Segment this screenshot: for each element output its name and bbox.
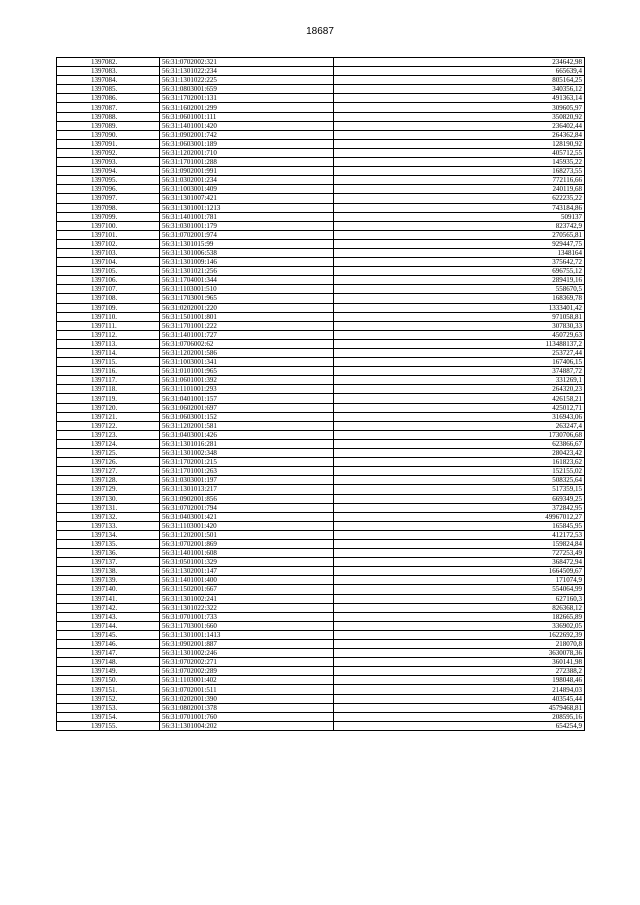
cadastral-value: 289419,16 [334,276,585,285]
table-row [57,358,585,367]
cadastral-value: 234642,98 [334,58,585,67]
table-row [57,221,585,230]
cadastral-value: 152155,02 [334,467,585,476]
row-number: 1397095. [57,176,160,185]
cadastral-number: 56:31:1401001:400 [160,576,334,585]
table-row [57,439,585,448]
cadastral-value: 309605,97 [334,103,585,112]
table-row [57,567,585,576]
row-number: 1397130. [57,494,160,503]
table-row [57,248,585,257]
row-number: 1397111. [57,321,160,330]
cadastral-value: 168273,55 [334,167,585,176]
table-row [57,167,585,176]
table-row [57,312,585,321]
row-number: 1397106. [57,276,160,285]
cadastral-number: 56:31:1101001:293 [160,385,334,394]
row-number: 1397126. [57,458,160,467]
table-row [57,385,585,394]
cadastral-value: 4579468,81 [334,703,585,712]
page-number: 18687 [306,26,334,37]
row-number: 1397154. [57,712,160,721]
cadastral-value: 270565,81 [334,230,585,239]
cadastral-value: 823742,9 [334,221,585,230]
cadastral-number: 56:31:0802001:378 [160,703,334,712]
row-number: 1397096. [57,185,160,194]
cadastral-number: 56:31:1301002:241 [160,594,334,603]
cadastral-value: 198048,46 [334,676,585,685]
row-number: 1397100. [57,221,160,230]
row-number: 1397085. [57,85,160,94]
cadastral-value: 218070,8 [334,640,585,649]
row-number: 1397139. [57,576,160,585]
cadastral-value: 253727,44 [334,349,585,358]
cadastral-number: 56:31:0701001:733 [160,612,334,621]
cadastral-number: 56:31:1301022:234 [160,67,334,76]
row-number: 1397147. [57,649,160,658]
table-body [57,58,585,731]
row-number: 1397118. [57,385,160,394]
cadastral-number: 56:31:1502001:667 [160,585,334,594]
table-row [57,603,585,612]
cadastral-value: 375642,72 [334,258,585,267]
cadastral-number: 56:31:0101001:965 [160,367,334,376]
table-row [57,230,585,239]
table-row [57,430,585,439]
table-row [57,649,585,658]
table-row [57,458,585,467]
cadastral-value: 368472,94 [334,558,585,567]
cadastral-value: 1348164 [334,248,585,257]
row-number: 1397119. [57,394,160,403]
row-number: 1397114. [57,349,160,358]
row-number: 1397087. [57,103,160,112]
row-number: 1397122. [57,421,160,430]
cadastral-number: 56:31:0202001:220 [160,303,334,312]
cadastral-number: 56:31:1301022:322 [160,603,334,612]
row-number: 1397115. [57,358,160,367]
row-number: 1397102. [57,239,160,248]
cadastral-number: 56:31:1702001:131 [160,94,334,103]
cadastral-value: 405712,55 [334,148,585,157]
row-number: 1397117. [57,376,160,385]
cadastral-value: 665639,4 [334,67,585,76]
row-number: 1397084. [57,76,160,85]
cadastral-value: 426158,21 [334,394,585,403]
row-number: 1397097. [57,194,160,203]
cadastral-value: 272388,2 [334,667,585,676]
cadastral-number: 56:31:1301007:421 [160,194,334,203]
cadastral-number: 56:31:0603001:189 [160,139,334,148]
cadastral-value: 214894,03 [334,685,585,694]
cadastral-number: 56:31:0902001:856 [160,494,334,503]
row-number: 1397104. [57,258,160,267]
cadastral-value: 307830,33 [334,321,585,330]
cadastral-value: 264320,23 [334,385,585,394]
cadastral-value: 167406,15 [334,358,585,367]
table-row [57,667,585,676]
table-row [57,703,585,712]
row-number: 1397149. [57,667,160,676]
row-number: 1397086. [57,94,160,103]
table-row [57,476,585,485]
cadastral-number: 56:31:1301002:246 [160,649,334,658]
row-number: 1397134. [57,530,160,539]
table-row [57,158,585,167]
cadastral-value: 280423,42 [334,449,585,458]
row-number: 1397088. [57,112,160,121]
table-row [57,285,585,294]
cadastral-number: 56:31:0401001:157 [160,394,334,403]
cadastral-value: 1622692,39 [334,630,585,639]
cadastral-value: 1664509,67 [334,567,585,576]
row-number: 1397105. [57,267,160,276]
table-row [57,530,585,539]
table-row [57,521,585,530]
cadastral-value: 1730706,68 [334,430,585,439]
cadastral-value: 49967012,27 [334,512,585,521]
cadastral-number: 56:31:1704001:344 [160,276,334,285]
cadastral-value: 165845,95 [334,521,585,530]
cadastral-value: 554064,99 [334,585,585,594]
cadastral-number: 56:31:1301013:217 [160,485,334,494]
cadastral-number: 56:31:1701001:288 [160,158,334,167]
cadastral-number: 56:31:0902001:742 [160,130,334,139]
row-number: 1397135. [57,539,160,548]
cadastral-number: 56:31:0602001:697 [160,403,334,412]
cadastral-value: 727253,49 [334,549,585,558]
table-row [57,185,585,194]
cadastral-value: 425012,71 [334,403,585,412]
cadastral-number: 56:31:1301002:348 [160,449,334,458]
row-number: 1397140. [57,585,160,594]
row-number: 1397144. [57,621,160,630]
cadastral-value: 403545,44 [334,694,585,703]
table-row [57,67,585,76]
table-row [57,76,585,85]
table-row [57,321,585,330]
cadastral-value: 236402,44 [334,121,585,130]
cadastral-value: 412172,53 [334,530,585,539]
cadastral-number: 56:31:1202001:710 [160,148,334,157]
cadastral-value: 622235,22 [334,194,585,203]
row-number: 1397089. [57,121,160,130]
cadastral-number: 56:31:0403001:426 [160,430,334,439]
cadastral-number: 56:31:1301006:538 [160,248,334,257]
cadastral-value: 336902,05 [334,621,585,630]
table-row [57,176,585,185]
cadastral-number: 56:31:1301022:225 [160,76,334,85]
cadastral-number: 56:31:0702001:511 [160,685,334,694]
cadastral-value: 240119,68 [334,185,585,194]
table-row [57,549,585,558]
cadastral-number: 56:31:1202001:501 [160,530,334,539]
cadastral-number: 56:31:1301016:281 [160,439,334,448]
row-number: 1397121. [57,412,160,421]
cadastral-number: 56:31:0702002:271 [160,658,334,667]
row-number: 1397153. [57,703,160,712]
row-number: 1397142. [57,603,160,612]
cadastral-number: 56:31:0706002:62 [160,339,334,348]
table-row [57,503,585,512]
row-number: 1397141. [57,594,160,603]
row-number: 1397116. [57,367,160,376]
cadastral-value: 350820,92 [334,112,585,121]
table-row [57,303,585,312]
table-row [57,239,585,248]
table-row [57,349,585,358]
table-row [57,339,585,348]
row-number: 1397136. [57,549,160,558]
table-row [57,194,585,203]
cadastral-value: 161823,62 [334,458,585,467]
cadastral-number: 56:31:1401001:608 [160,549,334,558]
cadastral-value: 331269,1 [334,376,585,385]
table-row [57,94,585,103]
table-row [57,376,585,385]
cadastral-value: 372842,95 [334,503,585,512]
row-number: 1397098. [57,203,160,212]
table-row [57,621,585,630]
row-number: 1397131. [57,503,160,512]
cadastral-number: 56:31:0302001:234 [160,176,334,185]
table-row [57,630,585,639]
table-row [57,121,585,130]
table-row [57,576,585,585]
cadastral-value: 374887,72 [334,367,585,376]
cadastral-value: 1333401,42 [334,303,585,312]
cadastral-number: 56:31:1202001:581 [160,421,334,430]
row-number: 1397103. [57,248,160,257]
cadastral-number: 56:31:0303001:197 [160,476,334,485]
cadastral-number: 56:31:1301001:1413 [160,630,334,639]
table-row [57,585,585,594]
cadastral-number: 56:31:0702001:794 [160,503,334,512]
table-row [57,558,585,567]
cadastral-value: 491363,14 [334,94,585,103]
table-row [57,594,585,603]
table-row [57,676,585,685]
cadastral-number: 56:31:0701001:760 [160,712,334,721]
cadastral-number: 56:31:1703001:965 [160,294,334,303]
cadastral-value: 826368,12 [334,603,585,612]
cadastral-number: 56:31:0702002:289 [160,667,334,676]
cadastral-value: 182665,89 [334,612,585,621]
cadastral-number: 56:31:0702002:321 [160,58,334,67]
cadastral-number: 56:31:0301001:179 [160,221,334,230]
table-row [57,403,585,412]
cadastral-value: 316943,06 [334,412,585,421]
cadastral-value: 171074,9 [334,576,585,585]
row-number: 1397127. [57,467,160,476]
cadastral-number: 56:31:0702001:974 [160,230,334,239]
table-row [57,421,585,430]
row-number: 1397146. [57,640,160,649]
table-row [57,112,585,121]
row-number: 1397101. [57,230,160,239]
table-row [57,640,585,649]
cadastral-value: 517359,15 [334,485,585,494]
table-row [57,130,585,139]
cadastral-number: 56:31:0601001:111 [160,112,334,121]
row-number: 1397120. [57,403,160,412]
row-number: 1397091. [57,139,160,148]
cadastral-number: 56:31:0902001:991 [160,167,334,176]
cadastral-value-table [56,57,585,731]
cadastral-value: 340356,12 [334,85,585,94]
table-row [57,367,585,376]
cadastral-number: 56:31:1401001:781 [160,212,334,221]
cadastral-number: 56:31:0803001:659 [160,85,334,94]
cadastral-value: 113488137,2 [334,339,585,348]
row-number: 1397152. [57,694,160,703]
table-row [57,276,585,285]
cadastral-value: 623866,67 [334,439,585,448]
cadastral-value: 971058,81 [334,312,585,321]
cadastral-number: 56:31:1301004:202 [160,721,334,730]
row-number: 1397151. [57,685,160,694]
cadastral-value: 168369,78 [334,294,585,303]
row-number: 1397092. [57,148,160,157]
table-row [57,412,585,421]
table-row [57,467,585,476]
row-number: 1397138. [57,567,160,576]
row-number: 1397143. [57,612,160,621]
cadastral-value: 509137 [334,212,585,221]
cadastral-number: 56:31:1003001:341 [160,358,334,367]
table-row [57,539,585,548]
table-row [57,330,585,339]
table-row [57,148,585,157]
cadastral-number: 56:31:0702001:869 [160,539,334,548]
cadastral-value: 772116,66 [334,176,585,185]
table-row [57,212,585,221]
row-number: 1397109. [57,303,160,312]
cadastral-number: 56:31:1602001:299 [160,103,334,112]
cadastral-value: 669349,25 [334,494,585,503]
cadastral-number: 56:31:1301009:146 [160,258,334,267]
table-row [57,512,585,521]
table-row [57,685,585,694]
cadastral-value: 558670,5 [334,285,585,294]
cadastral-value: 450729,63 [334,330,585,339]
cadastral-value: 508325,64 [334,476,585,485]
table-row [57,449,585,458]
cadastral-number: 56:31:0603001:152 [160,412,334,421]
table-row [57,694,585,703]
cadastral-value: 654254,9 [334,721,585,730]
cadastral-value: 264362,84 [334,130,585,139]
cadastral-number: 56:31:1003001:409 [160,185,334,194]
table-row [57,712,585,721]
cadastral-number: 56:31:0902001:887 [160,640,334,649]
row-number: 1397132. [57,512,160,521]
row-number: 1397148. [57,658,160,667]
cadastral-number: 56:31:0501001:329 [160,558,334,567]
cadastral-number: 56:31:1301001:1213 [160,203,334,212]
cadastral-number: 56:31:1702001:215 [160,458,334,467]
cadastral-number: 56:31:1701001:222 [160,321,334,330]
cadastral-number: 56:31:1401001:420 [160,121,334,130]
table-row [57,485,585,494]
row-number: 1397099. [57,212,160,221]
cadastral-value: 159824,84 [334,539,585,548]
table-row [57,494,585,503]
row-number: 1397129. [57,485,160,494]
cadastral-value: 696755,12 [334,267,585,276]
cadastral-value: 627160,3 [334,594,585,603]
table-row [57,658,585,667]
cadastral-value: 263247,4 [334,421,585,430]
row-number: 1397107. [57,285,160,294]
row-number: 1397090. [57,130,160,139]
row-number: 1397155. [57,721,160,730]
row-number: 1397110. [57,312,160,321]
cadastral-number: 56:31:0403001:421 [160,512,334,521]
cadastral-number: 56:31:1701001:263 [160,467,334,476]
table-row [57,85,585,94]
table-row [57,103,585,112]
row-number: 1397150. [57,676,160,685]
row-number: 1397094. [57,167,160,176]
table-row [57,258,585,267]
table-row [57,267,585,276]
row-number: 1397108. [57,294,160,303]
table-row [57,294,585,303]
cadastral-number: 56:31:1103001:402 [160,676,334,685]
cadastral-number: 56:31:1202001:586 [160,349,334,358]
cadastral-value: 805164,25 [334,76,585,85]
table-row [57,394,585,403]
row-number: 1397093. [57,158,160,167]
table-row [57,139,585,148]
row-number: 1397145. [57,630,160,639]
row-number: 1397123. [57,430,160,439]
row-number: 1397083. [57,67,160,76]
cadastral-number: 56:31:1301021:256 [160,267,334,276]
cadastral-number: 56:31:1501001:801 [160,312,334,321]
row-number: 1397112. [57,330,160,339]
cadastral-number: 56:31:0202001:390 [160,694,334,703]
cadastral-number: 56:31:1401001:727 [160,330,334,339]
row-number: 1397082. [57,58,160,67]
table-row [57,612,585,621]
cadastral-value: 3630078,36 [334,649,585,658]
row-number: 1397137. [57,558,160,567]
cadastral-number: 56:31:0601001:392 [160,376,334,385]
cadastral-number: 56:31:1703001:660 [160,621,334,630]
cadastral-number: 56:31:1301015:99 [160,239,334,248]
cadastral-value: 128190,92 [334,139,585,148]
row-number: 1397124. [57,439,160,448]
cadastral-number: 56:31:1103001:510 [160,285,334,294]
cadastral-number: 56:31:1103001:420 [160,521,334,530]
cadastral-number: 56:31:1302001:147 [160,567,334,576]
row-number: 1397125. [57,449,160,458]
cadastral-value: 360141,98 [334,658,585,667]
row-number: 1397113. [57,339,160,348]
cadastral-value: 929447,75 [334,239,585,248]
table-row [57,203,585,212]
row-number: 1397133. [57,521,160,530]
table-row [57,58,585,67]
cadastral-value: 145935,22 [334,158,585,167]
table-row [57,721,585,730]
row-number: 1397128. [57,476,160,485]
cadastral-value: 208595,16 [334,712,585,721]
cadastral-value: 743184,86 [334,203,585,212]
